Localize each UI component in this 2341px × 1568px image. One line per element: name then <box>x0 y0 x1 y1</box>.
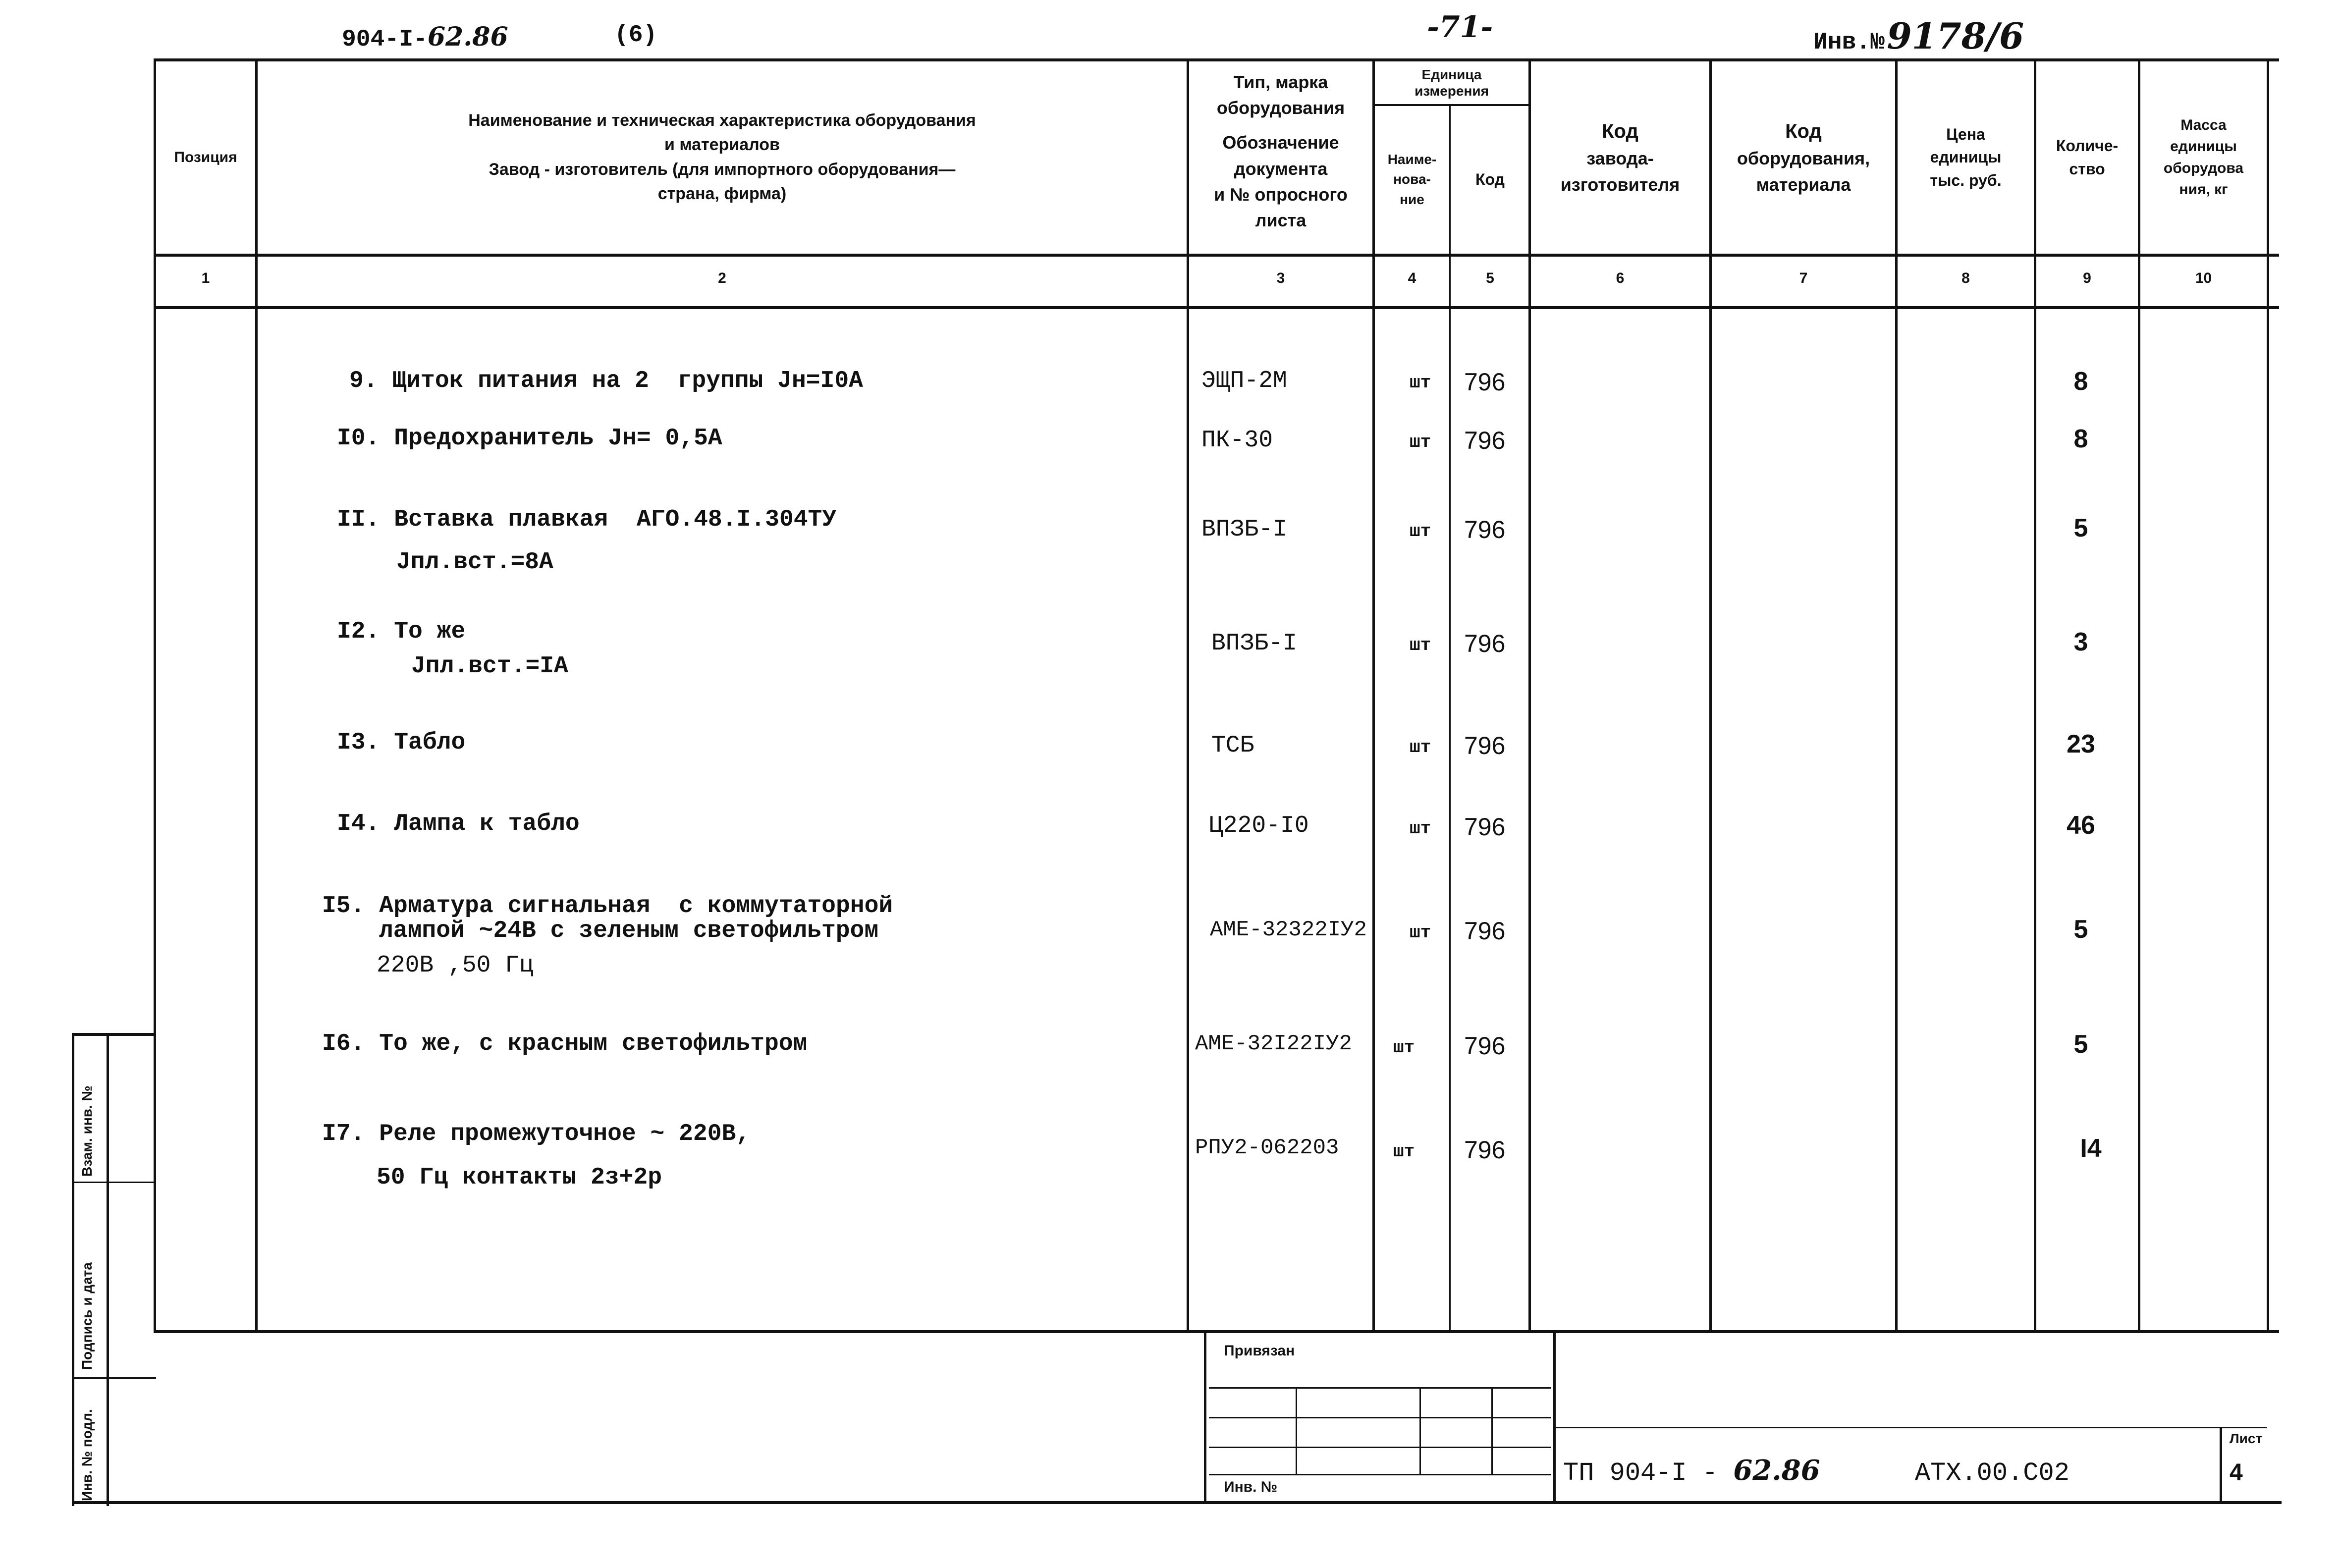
row-description: II. Вставка плавкая АГО.48.I.304ТУ <box>337 506 837 533</box>
header-name-line-3: Завод - изготовитель (для импортного оборудования— <box>489 160 956 179</box>
bound-col-1 <box>1296 1387 1297 1474</box>
row-type: ВПЗБ-I <box>1201 516 1287 543</box>
side-stamp-divider-2 <box>72 1377 156 1379</box>
row-unit: шт <box>1410 737 1431 757</box>
sheet-box-left <box>2220 1427 2222 1501</box>
row-unit-code: 796 <box>1464 1136 1506 1164</box>
row-quantity: 8 <box>2073 367 2088 396</box>
colnum-8: 8 <box>1961 270 1970 286</box>
header-manufacturer-line-1: Код <box>1602 120 1638 143</box>
row-unit: шт <box>1410 521 1431 541</box>
page-number: -71- <box>1427 10 1493 45</box>
row-description: I0. Предохранитель Jн= 0,5А <box>337 425 722 452</box>
row-quantity: 5 <box>2073 915 2088 944</box>
bound-line-4 <box>1209 1474 1551 1475</box>
side-stamp-replaced-inv: Взам. инв. № <box>79 1085 95 1177</box>
header-mass-line-3: оборудова <box>2163 160 2244 176</box>
header-price-line-2: единицы <box>1930 148 2002 166</box>
side-stamp-divider-1 <box>72 1182 156 1183</box>
row-description: I5. Арматура сигнальная с коммутаторной <box>322 893 893 919</box>
side-stamp-inner-left <box>107 1033 109 1506</box>
header-doc-line-1: Обозначение <box>1222 132 1339 153</box>
row-description-line-2: 50 Гц контакты 2з+2р <box>377 1164 662 1191</box>
colnum-10: 10 <box>2195 270 2212 286</box>
header-price-line-3: тыс. руб. <box>1930 171 2002 189</box>
colnum-4: 4 <box>1408 270 1416 286</box>
header-equipment-line-3: материала <box>1756 174 1851 195</box>
inv-no-label: Инв. № <box>1224 1479 1278 1495</box>
header-type-line-2: оборудования <box>1216 98 1345 118</box>
header-quantity <box>2036 62 2138 253</box>
header-price <box>1898 62 2034 253</box>
row-description-line-3: 220В ,50 Гц <box>377 952 534 979</box>
row-description: I6. То же, с красным светофильтром <box>322 1030 808 1057</box>
row-description: I4. Лампа к табло <box>337 811 580 837</box>
row-unit-code: 796 <box>1464 732 1506 759</box>
row-quantity: 5 <box>2073 514 2088 542</box>
side-stamp-top <box>72 1033 156 1036</box>
inventory-number <box>1813 15 2024 57</box>
colnum-2: 2 <box>718 270 726 286</box>
row-description-line-2: Jпл.вст.=IА <box>411 653 568 680</box>
colnum-bottom-border <box>154 306 2279 309</box>
row-unit: шт <box>1410 635 1431 655</box>
title-block-stamp-line <box>1553 1427 2267 1428</box>
row-unit: шт <box>1393 1141 1415 1162</box>
row-type: ЭЩП-2М <box>1201 368 1287 394</box>
title-block-bottom <box>72 1501 2282 1504</box>
row-quantity: 23 <box>2067 730 2095 758</box>
inventory-label: Инв.№ <box>1813 29 1885 56</box>
header-position: Позиция <box>174 149 237 165</box>
sheet-number: 4 <box>2230 1460 2243 1486</box>
header-manufacturer-line-2: завода- <box>1586 148 1654 169</box>
row-unit: шт <box>1410 432 1431 452</box>
title-block-divider-mid <box>1553 1330 1556 1501</box>
colnum-3: 3 <box>1276 270 1285 286</box>
header-unit-name <box>1375 107 1449 253</box>
row-description: I3. Табло <box>337 729 466 756</box>
header-mass-line-1: Масса <box>2180 116 2227 133</box>
row-unit-code: 796 <box>1464 427 1506 454</box>
header-manufacturer-line-3: изготовителя <box>1560 174 1680 195</box>
bound-line-3 <box>1209 1447 1551 1448</box>
bound-label: Привязан <box>1224 1343 1295 1359</box>
side-stamp-original-inv: Инв. № подл. <box>79 1409 95 1501</box>
row-unit-code: 796 <box>1464 516 1506 543</box>
header-type <box>1189 69 1372 248</box>
row-unit: шт <box>1410 373 1431 393</box>
row-quantity: 8 <box>2073 425 2088 453</box>
row-unit-code: 796 <box>1464 1032 1506 1060</box>
row-type: ПК-30 <box>1201 427 1273 454</box>
colnum-9: 9 <box>2083 270 2091 286</box>
header-bottom-border <box>154 254 2279 257</box>
row-unit: шт <box>1393 1037 1415 1058</box>
table-right-border <box>2267 58 2269 1332</box>
title-block-top <box>154 1330 2279 1333</box>
colnum-7: 7 <box>1799 270 1808 286</box>
col-divider-4 <box>1449 105 1451 1332</box>
row-type: РПУ2-062203 <box>1195 1135 1339 1160</box>
row-quantity: 5 <box>2073 1030 2088 1059</box>
row-unit: шт <box>1410 922 1431 943</box>
row-type: АМЕ-32I22IУ2 <box>1195 1031 1352 1056</box>
row-unit-code: 796 <box>1464 813 1506 841</box>
colnum-5: 5 <box>1486 270 1494 286</box>
row-description-line-2: лампой ~24В с зеленым светофильтром <box>379 918 879 944</box>
side-stamp-signature-date: Подпись и дата <box>79 1262 95 1370</box>
header-unit-code: Код <box>1475 170 1505 189</box>
header-quantity-line-2: ство <box>2069 160 2105 178</box>
row-type: АМЕ-32322IУ2 <box>1210 918 1367 942</box>
row-unit-code: 796 <box>1464 630 1506 657</box>
row-description: 9. Щиток питания на 2 группы Jн=I0A <box>349 368 863 394</box>
row-quantity: 3 <box>2073 628 2088 656</box>
row-unit-code: 796 <box>1464 917 1506 945</box>
colnum-6: 6 <box>1616 270 1625 286</box>
header-equipment-line-2: оборудования, <box>1737 148 1870 169</box>
row-description-line-2: Jпл.вст.=8А <box>396 549 553 576</box>
doc-code-handwritten: 62.86 <box>427 22 508 52</box>
inventory-value: 9178/6 <box>1887 15 2024 57</box>
table-top-border <box>154 58 2279 61</box>
header-name-line-4: страна, фирма) <box>657 184 787 203</box>
header-manufacturer-code <box>1531 62 1709 253</box>
side-stamp-outer-left <box>72 1033 74 1506</box>
header-mass <box>2140 62 2267 253</box>
header-name-line-2: и материалов <box>664 135 780 155</box>
header-mass-line-2: единицы <box>2170 138 2237 155</box>
bound-col-3 <box>1491 1387 1493 1474</box>
row-quantity: I4 <box>2080 1134 2102 1163</box>
header-mass-line-4: ния, кг <box>2179 181 2228 198</box>
title-block-divider-left <box>1204 1330 1206 1501</box>
document-designation-suffix: АТХ.00.С02 <box>1914 1459 2069 1488</box>
row-quantity: 46 <box>2067 811 2095 840</box>
row-type: Ц220-I0 <box>1209 812 1309 839</box>
header-doc-line-2: документа <box>1234 158 1328 179</box>
header-unit-name-line-1: Наиме- <box>1387 151 1437 167</box>
header-unit-name-line-3: ние <box>1400 191 1424 207</box>
bound-line-2 <box>1209 1417 1551 1418</box>
header-quantity-line-1: Количе- <box>2056 137 2119 155</box>
document-designation <box>1563 1454 2069 1488</box>
header-unit-name-line-2: нова- <box>1393 171 1431 187</box>
header-equipment-line-1: Код <box>1785 120 1822 143</box>
header-price-line-1: Цена <box>1946 125 1985 143</box>
bound-line-1 <box>1209 1387 1551 1389</box>
row-type: ТСБ <box>1211 732 1254 759</box>
sheet-label: Лист <box>2230 1431 2263 1446</box>
header-unit-line-1: Единица <box>1421 67 1482 83</box>
row-type: ВПЗБ-I <box>1211 630 1297 657</box>
row-description: I2. То же <box>337 618 466 645</box>
row-description: I7. Реле промежуточное ~ 220В, <box>322 1121 751 1147</box>
document-designation-handwritten: 62.86 <box>1733 1454 1820 1487</box>
document-designation-prefix: ТП 904-I - <box>1563 1459 1718 1488</box>
doc-code-prefix: 904-I- <box>342 26 428 53</box>
header-doc-line-4: листа <box>1255 210 1307 230</box>
row-unit-code: 796 <box>1464 368 1506 396</box>
header-name-line-1: Наименование и техническая характеристика оборудования <box>468 110 976 130</box>
doc-code <box>342 22 508 53</box>
issue-number: (6) <box>614 22 657 49</box>
bound-col-2 <box>1419 1387 1421 1474</box>
header-equipment-code <box>1712 62 1895 253</box>
header-doc-line-3: и № опросного <box>1214 184 1348 205</box>
header-unit-line-2: измерения <box>1415 83 1489 99</box>
row-unit: шт <box>1410 818 1431 839</box>
header-type-line-1: Тип, марка <box>1233 72 1328 92</box>
header-name <box>258 62 1187 253</box>
header-unit-group <box>1375 62 1528 104</box>
colnum-1: 1 <box>201 270 210 286</box>
col-divider-2 <box>1187 58 1189 1332</box>
